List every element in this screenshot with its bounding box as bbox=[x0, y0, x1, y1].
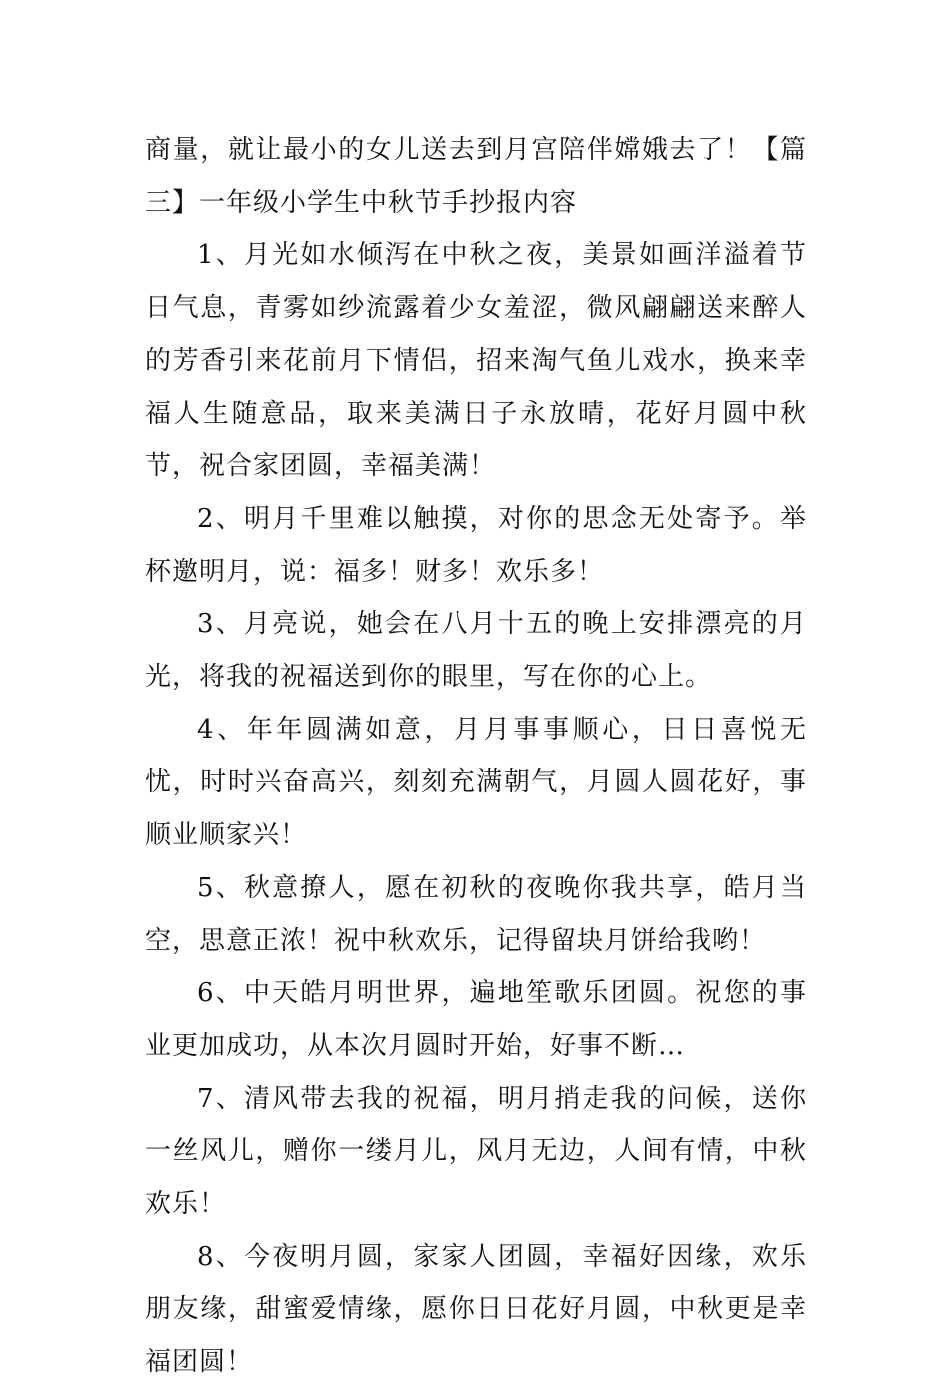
paragraph-item-7: 7、清风带去我的祝福，明月捎走我的问候，送你一丝风儿，赠你一缕月儿，风月无边，人间有情，中秋欢乐！ bbox=[145, 1083, 807, 1220]
paragraph-item-3: 3、月亮说，她会在八月十五的晚上安排漂亮的月光，将我的祝福送到你的眼里，写在你的心上。 bbox=[145, 609, 807, 693]
paragraph-item-6: 6、中天皓月明世界，遍地笙歌乐团圆。祝您的事业更加成功，从本次月圆时开始，好事不断… bbox=[145, 978, 807, 1061]
paragraph-item-1: 1、月光如水倾泻在中秋之夜，美景如画洋溢着节日气息，青雾如纱流露着少女羞涩，微风翩翩送来醉人的芳香引来花前月下情侣，招来淘气鱼儿戏水，换来幸福人生随意品，取来美满日子永放晴，花好月圆中秋节，祝合家团圆，幸福美满！ bbox=[145, 240, 807, 482]
paragraph-item-5: 5、秋意撩人，愿在初秋的夜晚你我共享，皓月当空，思意正浓！祝中秋欢乐，记得留块月饼给我哟！ bbox=[145, 872, 807, 956]
paragraph-item-2: 2、明月千里难以触摸，对你的思念无处寄予。举杯邀明月，说：福多！财多！欢乐多！ bbox=[145, 503, 807, 587]
paragraph-item-8: 8、今夜明月圆，家家人团圆，幸福好因缘，欢乐朋友缘，甜蜜爱情缘，愿你日日花好月圆，中秋更是幸福团圆！ bbox=[145, 1241, 807, 1378]
document-body bbox=[145, 124, 807, 1389]
paragraph-item-4: 4、年年圆满如意，月月事事顺心，日日喜悦无忧，时时兴奋高兴，刻刻充满朝气，月圆人圆花好，事顺业顺家兴！ bbox=[145, 714, 807, 851]
paragraph-continuation: 商量，就让最小的女儿送去到月宫陪伴嫦娥去了！【篇三】一年级小学生中秋节手抄报内容 bbox=[145, 135, 807, 218]
